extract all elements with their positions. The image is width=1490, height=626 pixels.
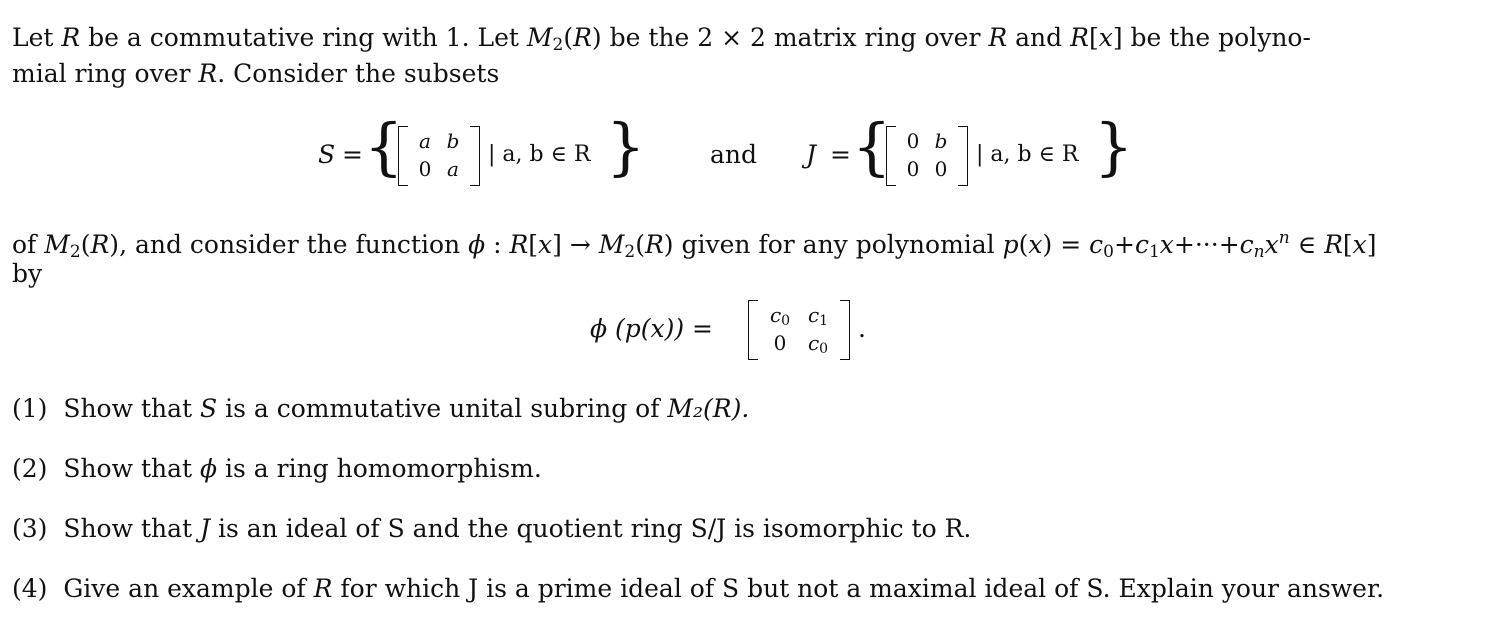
- matrix-cell: 0: [906, 129, 920, 153]
- equals-sign: =: [830, 140, 851, 169]
- subscript: 2: [624, 242, 636, 262]
- var-S: S: [318, 140, 336, 169]
- text: Let: [12, 23, 62, 52]
- text: is a commutative unital subring of: [217, 394, 668, 423]
- set-J-definition: [806, 110, 1166, 188]
- paren-x: (x): [1018, 230, 1053, 259]
- text: by: [12, 259, 43, 288]
- paren-R: (R): [635, 230, 674, 259]
- question-1: [12, 394, 749, 423]
- question-number: (1): [12, 394, 48, 423]
- and-word: and: [710, 140, 758, 169]
- right-brace: }: [606, 110, 646, 183]
- period: .: [858, 314, 866, 343]
- var-M: M: [526, 23, 553, 52]
- subscript: 2: [69, 242, 81, 262]
- text: Give an example of: [63, 574, 314, 603]
- var-c: c: [1134, 230, 1149, 259]
- text: Show that: [63, 394, 200, 423]
- text: be a commutative ring with 1. Let: [80, 23, 527, 52]
- text: . Consider the subsets: [217, 59, 500, 88]
- var-p: p: [1002, 230, 1019, 259]
- matrix-cell: b: [934, 129, 948, 153]
- left-bracket: [748, 300, 758, 360]
- set-condition: | a, b ∈ R: [976, 142, 1079, 167]
- matrix-cell: c1: [807, 303, 829, 329]
- plus: +: [1218, 230, 1240, 259]
- var-x: x: [1159, 230, 1174, 259]
- text: M₂(R).: [667, 394, 750, 423]
- function-line-2: [12, 258, 42, 290]
- text: :: [485, 230, 510, 259]
- matrix-cell: 0: [906, 157, 920, 181]
- matrix-cell: c0: [807, 331, 829, 357]
- question-3: [12, 514, 971, 543]
- text: Show that: [63, 514, 200, 543]
- intro-line-1: [12, 22, 1311, 61]
- poly-bracket: [x]: [528, 230, 562, 259]
- left-bracket: [886, 126, 896, 186]
- element-of: ∈: [1289, 230, 1325, 259]
- text: =: [1052, 230, 1090, 259]
- poly-bracket: [x]: [1088, 23, 1123, 52]
- matrix-phi: [748, 300, 850, 358]
- subscript: 2: [552, 35, 564, 55]
- matrix-J: [886, 126, 968, 184]
- matrix-cell: 0: [773, 331, 787, 355]
- text: S and the quotient ring S/J is isomorphic to R.: [387, 514, 972, 543]
- right-brace: }: [1094, 110, 1134, 183]
- text: for which J is a prime ideal of S but not a maximal ideal of: [332, 574, 1087, 603]
- matrix-cell: 0: [934, 157, 948, 181]
- matrix-cell: a: [447, 157, 459, 181]
- var-x: x: [1264, 230, 1279, 259]
- var-R: R: [988, 23, 1008, 52]
- var: ϕ: [200, 454, 218, 483]
- matrix-cell: 0: [418, 157, 432, 181]
- matrix-cell: a: [419, 129, 431, 153]
- var-M: M: [598, 230, 625, 259]
- var-R: R: [1070, 23, 1089, 52]
- text: is an ideal of: [210, 514, 388, 543]
- superscript-n: n: [1278, 228, 1290, 248]
- left-bracket: [398, 126, 408, 186]
- plus: +: [1173, 230, 1195, 259]
- var-R: R: [61, 23, 81, 52]
- right-bracket: [840, 300, 850, 360]
- right-bracket: [470, 126, 480, 186]
- text: Show that: [63, 454, 200, 483]
- text: S. Explain your answer.: [1086, 574, 1385, 603]
- equals-sign: =: [342, 140, 363, 169]
- left-brace: {: [364, 110, 404, 183]
- var: R: [313, 574, 333, 603]
- text: given for any polynomial: [673, 230, 1003, 259]
- paren-R: (R): [563, 23, 602, 52]
- question-number: (2): [12, 454, 48, 483]
- var-J: J: [806, 140, 817, 169]
- var: S: [200, 394, 218, 423]
- var-M: M: [44, 230, 70, 259]
- question-2: [12, 454, 542, 483]
- poly-bracket: [x]: [1342, 230, 1377, 259]
- left-brace: {: [852, 110, 892, 183]
- var-R: R: [1324, 230, 1343, 259]
- phi-display: [590, 300, 890, 362]
- var-c: c: [1239, 230, 1254, 259]
- var-R: R: [509, 230, 529, 259]
- var-c: c: [1089, 230, 1104, 259]
- set-condition: | a, b ∈ R: [488, 142, 591, 167]
- question-4: [12, 574, 1384, 603]
- text: is a ring homomorphism.: [217, 454, 542, 483]
- text: be the 2 × 2 matrix ring over: [601, 23, 989, 52]
- text: be the polyno-: [1122, 23, 1311, 52]
- question-number: (4): [12, 574, 48, 603]
- plus: +: [1113, 230, 1135, 259]
- question-number: (3): [12, 514, 48, 543]
- matrix-cell: c0: [769, 303, 791, 329]
- phi-lhs: ϕ (p(x)) =: [590, 314, 713, 343]
- matrix-S: [398, 126, 480, 184]
- function-line-1: of $M_2(R)$, and consider the function ϕ : $R[x] \to M_2(R)$ given for any polynomial $p(x) = c_0+c_1x+\cdot\cdot\cdot+c_nx^n$ ∈ R[x]: [12, 228, 1377, 262]
- arrow: →: [561, 230, 599, 259]
- set-S-definition: [318, 110, 698, 188]
- dots: ···: [1194, 230, 1219, 259]
- text: mial ring over: [12, 59, 199, 88]
- var-phi: ϕ: [468, 230, 486, 259]
- text: , and consider the function: [119, 230, 469, 259]
- text: of: [12, 230, 45, 259]
- text: and: [1007, 23, 1071, 52]
- paren-R: (R): [80, 230, 120, 259]
- matrix-cell: b: [446, 129, 460, 153]
- right-bracket: [958, 126, 968, 186]
- subscript-n: n: [1253, 242, 1265, 262]
- var: J: [200, 514, 211, 543]
- intro-line-2: [12, 58, 499, 90]
- var-R: R: [198, 59, 218, 88]
